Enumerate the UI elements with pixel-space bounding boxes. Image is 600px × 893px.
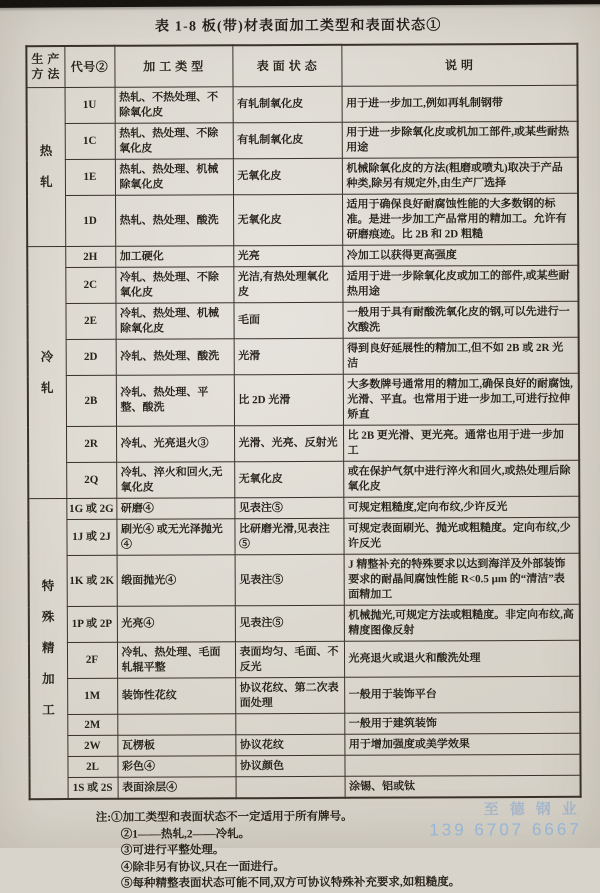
cell-description: 得到良好延展性的精加工,但不如 2B 或 2R 光洁	[343, 337, 579, 374]
table-row	[29, 712, 580, 735]
cell-surface-state: 毛面	[233, 302, 342, 338]
table-row	[27, 157, 578, 195]
cell-process-type: 缎面抛光④	[117, 555, 235, 607]
production-method-char: 工	[42, 703, 55, 718]
cell-process-type: 热轧、热处理、酸洗	[115, 195, 233, 247]
cell-description: 适用于确保良好耐腐蚀性能的大多数钢的标准。是进一步加工产品常用的精加工。允许有研磨痕迹。比 2B 和 2D 粗糙	[342, 193, 578, 245]
cell-code: 1D	[65, 195, 115, 246]
column-header: 说 明	[341, 44, 577, 87]
production-method-char: 精	[41, 641, 55, 656]
cell-code: 2F	[67, 642, 117, 678]
cell-description: 用于进一步加工,例如再轧制钢带	[342, 85, 578, 122]
cell-code: 2L	[67, 756, 117, 777]
table-row	[30, 775, 581, 799]
cell-surface-state	[235, 713, 344, 734]
cell-code: 2D	[66, 339, 116, 375]
cell-process-type: 冷轧、热处理、不除氧化皮	[115, 267, 233, 304]
table-row	[29, 733, 580, 756]
cell-surface-state: 有轧制氧化皮	[233, 86, 342, 122]
table-row	[27, 193, 578, 246]
cell-process-type: 瓦楞板	[117, 735, 235, 757]
production-method-char: 轧	[40, 380, 54, 395]
cell-description: 一般用于装饰平台	[344, 676, 580, 713]
production-method-char: 殊	[41, 610, 55, 625]
cell-process-type: 冷轧、热处理、平整、酸洗	[116, 375, 234, 427]
production-method-char: 加	[42, 672, 55, 687]
cell-process-type	[117, 714, 235, 736]
watermark-phone: 139 6707 6667	[429, 819, 582, 840]
column-header: 生 产 方 法	[26, 46, 64, 88]
cell-code: 2B	[66, 375, 116, 426]
cell-process-type: 冷轧、热处理、酸洗	[116, 339, 234, 376]
production-method-cell	[27, 88, 66, 247]
cell-description: 一般用于具有耐酸洗氧化皮的钢,可以先进行一次酸洗	[342, 301, 578, 338]
cell-process-type: 彩色④	[117, 756, 235, 778]
table-row	[28, 337, 579, 375]
cell-surface-state: 见表注⑤	[235, 605, 344, 641]
cell-process-type: 加工硬化	[115, 246, 233, 268]
production-method-char: 冷	[40, 349, 54, 364]
footnote-text: ①加工类型和表面状态不一定适用于所有牌号。	[111, 810, 353, 824]
footnote-line: ②1——热轧,2——冷轧。	[120, 827, 251, 841]
production-method-char: 轧	[39, 175, 53, 190]
cell-surface-state: 比 2D 光滑	[234, 374, 343, 425]
table-row	[29, 553, 580, 606]
cell-surface-state: 协议颜色	[235, 755, 344, 776]
cell-surface-state: 表面均匀、毛面、不反光	[235, 641, 344, 677]
cell-surface-state: 无氧化皮	[233, 194, 342, 245]
cell-process-type: 光亮④	[117, 606, 235, 643]
cell-description: 机械除氧化皮的方法(粗磨或喷丸)取决于产品种类,除另有规定外,由生产厂选择	[342, 157, 578, 194]
cell-process-type: 冷轧、淬火和回火,无氧化皮	[116, 462, 234, 499]
cell-surface-state: 光洁,有热处理氧化皮	[233, 266, 342, 302]
cell-description: 机械抛光,可规定方法或粗糙度。非定向布纹,高精度图像反射	[344, 604, 580, 641]
cell-surface-state: 光滑	[234, 338, 343, 374]
table-row	[27, 85, 578, 123]
table-body	[27, 85, 581, 799]
surface-finish-table	[25, 43, 581, 800]
cell-description: 可规定粗糙度,定向布纹,少许反光	[343, 496, 579, 518]
cell-code: 2M	[67, 714, 117, 735]
cell-description: 冷加工以获得更高强度	[342, 244, 578, 266]
cell-code: 1M	[67, 678, 117, 714]
table-row	[28, 460, 579, 498]
table-row	[27, 244, 578, 267]
cell-surface-state: 光亮	[233, 245, 342, 266]
table-title: 表 1-8 板(带)材表面加工类型和表面状态①	[154, 18, 442, 35]
column-header: 加 工 类 型	[114, 45, 232, 87]
table-header-row	[26, 44, 577, 88]
table-row	[29, 640, 580, 678]
cell-surface-state: 比研磨光滑,见表注⑤	[234, 518, 343, 554]
cell-code: 1E	[65, 159, 115, 195]
table-row	[29, 676, 580, 714]
cell-code: 1G 或 2G	[66, 498, 116, 519]
cell-process-type: 热轧、不热处理、不除氧化皮	[115, 87, 233, 124]
cell-code: 2E	[65, 303, 115, 339]
cell-description: 一般用于建筑装饰	[344, 712, 580, 734]
table-row	[28, 496, 579, 519]
footnote-prefix: 注:	[95, 811, 112, 824]
cell-surface-state: 见表注⑤	[234, 497, 343, 518]
production-method-cell	[27, 247, 66, 499]
watermark	[429, 798, 588, 841]
cell-description: 光亮退火或退火和酸洗处理	[344, 640, 580, 677]
production-method-char: 热	[39, 144, 53, 159]
cell-description: 比 2B 更光滑、更光亮。通常也用于进一步加工	[343, 424, 579, 461]
cell-process-type: 冷轧、热处理、毛面轧辊平整	[117, 642, 235, 679]
cell-process-type: 表面涂层④	[118, 777, 236, 799]
cell-code: 2W	[67, 735, 117, 756]
cell-code: 2C	[65, 267, 115, 303]
cell-description: J 精整补充的特殊要求以达到海洋及外部装饰要求的耐晶间腐蚀性能 R<0.5 μm 的“清洁”表面精加工	[344, 553, 580, 605]
cell-code: 2R	[66, 426, 116, 462]
cell-code: 1P 或 2P	[67, 606, 117, 642]
footnote-line: ③可进行平整处理。	[120, 844, 225, 857]
footnote-line: ④除非另有协议,只在一面进行。	[120, 860, 285, 874]
cell-description	[344, 754, 580, 776]
cell-code: 1C	[65, 123, 115, 159]
cell-description: 可规定表面刷光、抛光或粗糙度。定向布纹,少许反光	[343, 517, 579, 554]
cell-process-type: 刷光④ 或无光泽抛光④	[116, 519, 234, 556]
cell-code: 1K 或 2K	[67, 555, 117, 606]
table-row	[29, 604, 580, 642]
cell-description: 用于增加强度或美学效果	[344, 733, 580, 755]
watermark-company: 至德钢业	[483, 800, 588, 819]
table-row	[28, 517, 579, 555]
table-row	[28, 373, 579, 426]
cell-description: 大多数牌号通常用的精加工,确保良好的耐腐蚀,光滑、平直。也常用于进一步加工,可进行拉伸矫直	[343, 373, 579, 425]
production-method-cell	[28, 499, 67, 800]
cell-process-type: 装饰性花纹	[117, 678, 235, 715]
header-row	[26, 44, 577, 88]
cell-process-type: 研磨④	[116, 498, 234, 520]
cell-code: 2H	[65, 246, 115, 267]
table-row	[29, 754, 580, 777]
cell-process-type: 冷轧、热处理、机械除氧化皮	[115, 303, 233, 340]
cell-description: 涂锡、铝或钛	[345, 775, 581, 798]
cell-surface-state: 见表注⑤	[235, 554, 344, 605]
cell-surface-state: 无氧化皮	[233, 158, 342, 194]
cell-process-type: 冷轧、光亮退火③	[116, 426, 234, 463]
cell-surface-state: 无氧化皮	[234, 461, 343, 497]
cell-code: 2Q	[66, 462, 116, 498]
cell-description: 用于进一步除氧化皮或机加工部件,或某些耐热用途	[342, 121, 578, 158]
footnote-line: ⑤每种精整表面状态可能不同,双方可协议特殊补充要求,如粗糙度。	[120, 876, 461, 890]
cell-surface-state	[236, 776, 345, 798]
table-row	[28, 424, 579, 462]
column-header: 代号②	[64, 46, 114, 88]
cell-process-type: 热轧、热处理、不除氧化皮	[115, 123, 233, 160]
cell-process-type: 热轧、热处理、机械除氧化皮	[115, 159, 233, 196]
cell-code: 1U	[65, 87, 115, 123]
column-header: 表 面 状 态	[232, 45, 341, 87]
cell-description: 适用于进一步除氧化皮或加工的部件,或某些耐热用途	[342, 265, 578, 302]
table-row	[27, 121, 578, 159]
cell-code: 1S 或 2S	[68, 777, 118, 799]
cell-surface-state: 协议花纹、第二次表面处理	[235, 677, 344, 713]
cell-surface-state: 协议花纹	[235, 734, 344, 755]
cell-description: 或在保护气氛中进行淬火和回火,或热处理后除氧化皮	[343, 460, 579, 497]
table-row	[27, 265, 578, 303]
cell-surface-state: 光滑、光亮、反射光	[234, 425, 343, 461]
table-row	[27, 301, 578, 339]
cell-code: 1J 或 2J	[66, 519, 116, 555]
cell-surface-state: 有轧制氧化皮	[233, 122, 342, 158]
production-method-char: 特	[41, 579, 55, 594]
